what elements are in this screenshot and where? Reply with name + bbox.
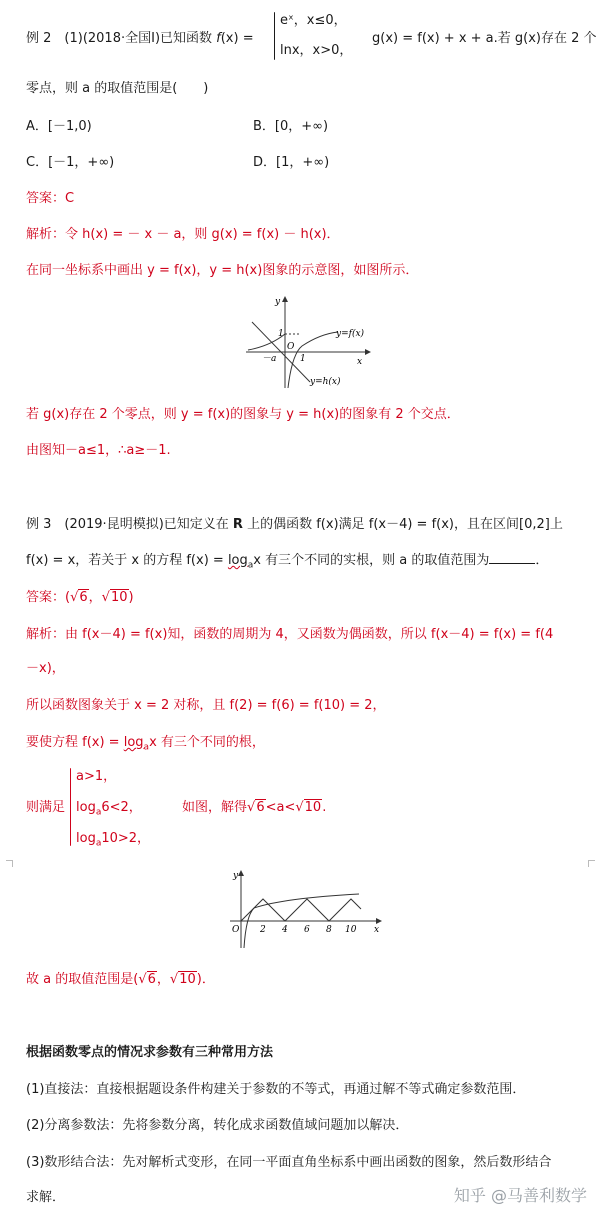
ex3-fig-tick-10: 10 (345, 925, 357, 935)
ex3-fig-tick-8: 8 (326, 925, 332, 935)
ex2-piecewise-brace (274, 12, 275, 60)
ex3-final-a: 故 a 的取值范围是( (26, 972, 139, 987)
ex3-solve-sqrt6: √6 (247, 800, 265, 815)
ex3-fig-y-arrow (238, 870, 244, 876)
ex2-answer: 答案：C (26, 191, 75, 206)
ex2-analysis-4: 由图知－a≤1，∴a≥－1. (26, 443, 171, 458)
ex3-answer-mid: ， (88, 590, 102, 605)
ex3-line1-a: 例 3 (2019·昆明模拟)已知定义在 (26, 517, 229, 532)
ex2-piece-1: eˣ，x≤0， (280, 13, 347, 28)
ex3-analysis-3-b: x 有三个不同的根， (149, 735, 265, 750)
ex3-figure (224, 866, 389, 951)
ex2-option-d: D．[1，+∞) (253, 155, 330, 170)
ex3-fig-tick-4: 4 (282, 925, 288, 935)
ex2-fig-x-arrow (365, 349, 371, 355)
ex3-analysis-1: 解析：由 f(x－4) = f(x)知，函数的周期为 4，又函数为偶函数，所以 f(x－4) = f(x) = f(4 (26, 627, 554, 642)
ex3-fig-zigzag (241, 899, 361, 921)
ex2-option-c: C．[－1，+∞) (26, 155, 115, 170)
ex3-final-sqrt10: √10 (169, 972, 196, 987)
ex3-cond-brace (70, 768, 71, 846)
ex3-answer-sqrt6-rad: 6 (79, 590, 88, 605)
ex2-analysis-3: 若 g(x)存在 2 个零点，则 y = f(x)的图象与 y = h(x)的图象有 2 个交点． (26, 407, 460, 422)
ex3-final-sqrt10-rad: 10 (179, 972, 196, 987)
summary-method-2: (2)分离参数法：先将参数分离，转化成求函数值域问题加以解决． (26, 1118, 409, 1133)
ex3-answer (26, 589, 134, 607)
ex2-condition: g(x) = f(x) + x + a.若 g(x)存在 2 个 (372, 31, 597, 46)
ex3-solve-sqrt6-rad: 6 (256, 800, 265, 815)
ex3-answer-post: ) (128, 590, 134, 605)
ex3-line2-a: f(x) = x，若关于 x 的方程 f(x) = (26, 553, 224, 568)
ex2-fig-one-x: 1 (300, 354, 306, 364)
ex3-log-base: a (247, 560, 254, 571)
ex3-analysis-log (123, 735, 150, 753)
ex2-option-a: A．[－1,0) (26, 119, 92, 134)
ex3-final-end: )． (196, 972, 215, 987)
ex2-fig-neg-a: －a (262, 354, 277, 364)
ex3-analysis-1b: －x)， (26, 661, 65, 676)
ex3-solve-mid: <a< (265, 800, 296, 815)
ex3-final-mid: ， (156, 972, 170, 987)
page-corner-mark-right (588, 860, 595, 867)
ex3-analysis-log-base: a (143, 742, 150, 753)
summary-method-1: (1)直接法：直接根据题设条件构建关于参数的不等式，再通过解不等式确定参数范围． (26, 1082, 526, 1097)
ex3-analysis-3-a: 要使方程 f(x) = (26, 735, 120, 750)
ex3-final-sqrt6: √6 (138, 972, 156, 987)
ex2-fig-hx-label: y=h(x) (310, 377, 341, 387)
ex3-line2-end: ． (535, 553, 549, 568)
ex3-log: log (227, 553, 248, 568)
ex2-head-text: 例 2 (1)(2018·全国Ⅰ)已知函数 (26, 31, 213, 46)
ex2-piece-2: lnx，x>0， (280, 43, 353, 58)
zhihu-watermark: 知乎 @马善利数学 (453, 1186, 587, 1205)
ex3-cond-2-base: a (95, 807, 102, 818)
ex2-question-line2: 零点，则 a 的取值范围是( ) (26, 81, 209, 96)
ex3-answer-sqrt10: √10 (101, 590, 128, 605)
page-corner-mark-left (6, 860, 13, 867)
ex3-solve-end: . (322, 800, 327, 815)
ex3-answer-sqrt6: √6 (70, 590, 88, 605)
ex3-question-line1 (26, 516, 563, 534)
ex3-solve-a: 如图，解得 (182, 800, 248, 815)
ex3-line1-b: 上的偶函数 f(x)满足 f(x－4) = f(x)，且在区间[0,2]上 (247, 517, 563, 532)
ex3-cond-3-base: a (95, 838, 102, 849)
ex2-figure (240, 292, 375, 392)
ex2-option-b: B．[0，+∞) (253, 119, 329, 134)
summary-method-3b: 求解． (26, 1190, 66, 1205)
ex3-solve-sqrt10-rad: 10 (304, 800, 322, 815)
ex3-fig-tick-6: 6 (304, 925, 310, 935)
ex3-cond-1: a>1， (76, 769, 117, 784)
ex2-fig-fx-label: y=f(x) (336, 329, 365, 339)
ex3-cond-2-b: 6<2， (101, 800, 142, 815)
ex3-cond-2-log: log (76, 800, 96, 815)
ex3-solve-sqrt10: √10 (295, 800, 322, 815)
ex3-fig-tick-2: 2 (260, 925, 266, 935)
ex3-analysis-2: 所以函数图象关于 x = 2 对称，且 f(2) = f(6) = f(10) = 2， (26, 698, 386, 713)
ex2-fig-origin: O (287, 342, 295, 352)
ex3-fig-x-arrow (376, 918, 382, 924)
summary-title: 根据函数零点的情况求参数有三种常用方法 (26, 1045, 274, 1060)
ex3-cond-3-log: log (76, 831, 96, 846)
ex2-fig-y-arrow (282, 296, 288, 302)
ex2-fig-y-label: y (275, 297, 281, 307)
ex3-analysis-3 (26, 734, 265, 757)
ex3-question-line2 (26, 552, 548, 575)
ex3-cond-3-b: 10>2， (101, 831, 151, 846)
ex3-answer-blank (489, 563, 535, 564)
ex3-final-sqrt6-rad: 6 (147, 972, 156, 987)
ex2-fx: f (216, 31, 221, 46)
ex3-final (26, 971, 215, 989)
ex3-fig-x-label: x (374, 925, 380, 935)
ex3-fig-origin: O (232, 925, 240, 935)
ex3-line1-R: R (232, 517, 243, 532)
ex2-analysis-1: 解析：令 h(x) = － x － a，则 g(x) = f(x) － h(x)． (26, 227, 340, 242)
ex3-fig-y-label: y (233, 871, 239, 881)
ex3-cond-label: 则满足 (26, 800, 66, 815)
ex3-analysis-log-text: log (123, 735, 144, 750)
ex3-answer-pre: 答案：( (26, 590, 71, 605)
ex3-line2-b: x 有三个不同的实根，则 a 的取值范围为 (253, 553, 490, 568)
ex3-cond-2 (76, 799, 142, 822)
ex3-answer-sqrt10-rad: 10 (110, 590, 128, 605)
ex3-cond-3 (76, 830, 150, 853)
ex3-log-term (227, 553, 254, 571)
ex2-fig-one-y: 1 (278, 329, 284, 339)
ex2-heading (26, 30, 254, 48)
ex2-analysis-2: 在同一坐标系中画出 y = f(x)，y = h(x)图象的示意图，如图所示． (26, 263, 419, 278)
ex2-fig-x-label: x (357, 357, 363, 367)
ex3-solve (182, 799, 326, 817)
ex2-fx-eq: (x) = (220, 31, 254, 46)
summary-method-3: (3)数形结合法：先对解析式变形，在同一平面直角坐标系中画出函数的图象，然后数形结合 (26, 1155, 552, 1170)
